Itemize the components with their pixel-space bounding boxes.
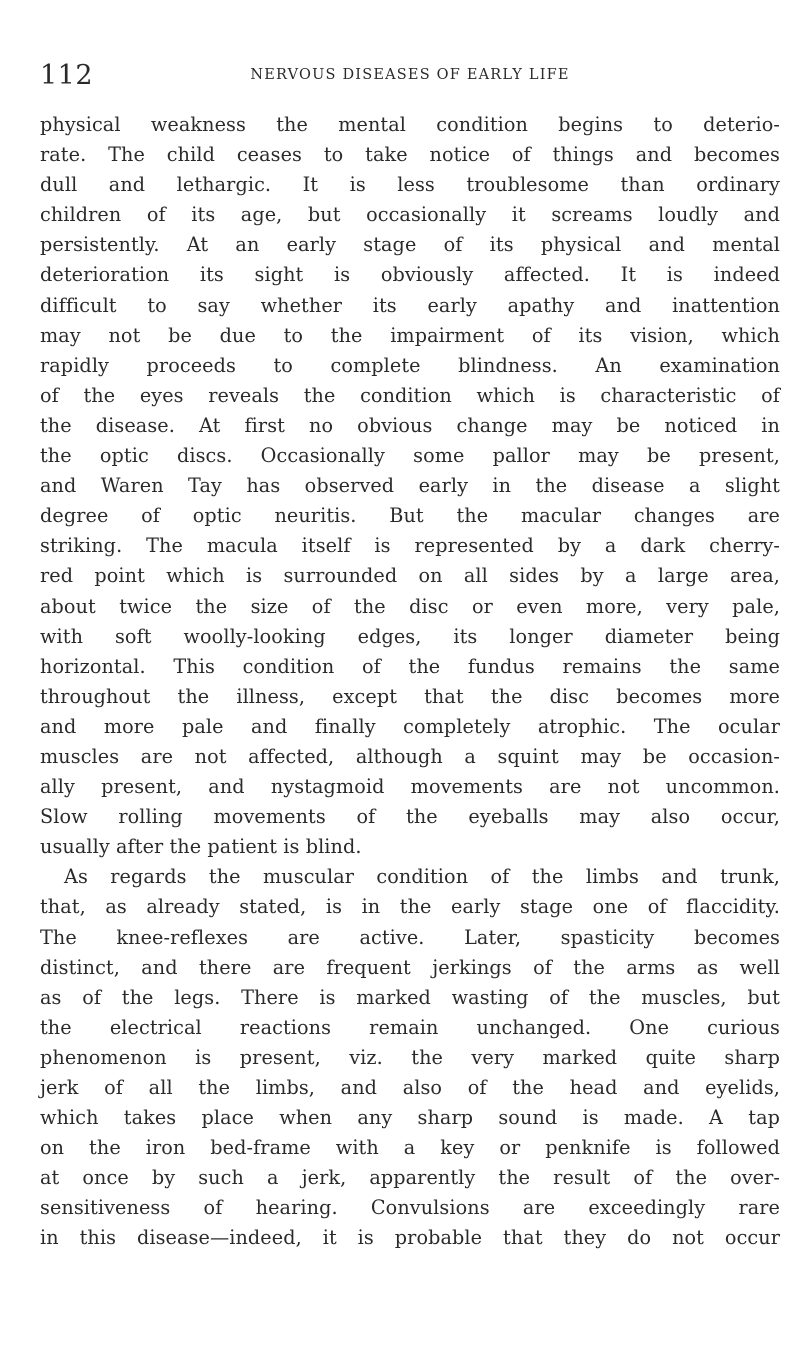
- text-line: red point which is surrounded on all sides by a large area,: [40, 564, 780, 588]
- text-line: deterioration its sight is obviously affected. It is indeed: [40, 263, 780, 287]
- page-number: 112: [40, 60, 94, 91]
- text-line: in this disease—indeed, it is probable that they do not occur: [40, 1226, 780, 1250]
- text-line: and more pale and finally completely atrophic. The ocular: [40, 714, 780, 738]
- text-line: which takes place when any sharp sound is made. A tap: [40, 1106, 780, 1130]
- text-line: degree of optic neuritis. But the macular changes are: [40, 504, 780, 528]
- text-line: on the iron bed-frame with a key or penknife is followed: [40, 1136, 780, 1160]
- text-line: muscles are not affected, although a squint may be occasion-: [40, 744, 780, 768]
- text-line: may not be due to the impairment of its vision, which: [40, 323, 780, 347]
- text-line: rapidly proceeds to complete blindness. An examination: [40, 353, 780, 377]
- text-line: rate. The child ceases to take notice of things and becomes: [40, 143, 780, 167]
- text-line: as of the legs. There is marked wasting of the muscles, but: [40, 985, 780, 1009]
- text-line: the optic discs. Occasionally some pallor may be present,: [40, 444, 780, 468]
- text-line: throughout the illness, except that the disc becomes more: [40, 684, 780, 708]
- text-line: horizontal. This condition of the fundus remains the same: [40, 654, 780, 678]
- text-line: of the eyes reveals the condition which is characteristic of: [40, 383, 780, 407]
- text-line: that, as already stated, is in the early stage one of flaccidity.: [40, 895, 780, 919]
- book-page: [40, 60, 780, 1254]
- text-line: sensitiveness of hearing. Convulsions are exceedingly rare: [40, 1196, 780, 1220]
- running-title: NERVOUS DISEASES OF EARLY LIFE: [250, 67, 570, 83]
- text-line: the disease. At first no obvious change may be noticed in: [40, 413, 780, 437]
- text-line: about twice the size of the disc or even more, very pale,: [40, 594, 780, 618]
- text-line: difficult to say whether its early apathy and inattention: [40, 293, 780, 317]
- text-line: usually after the patient is blind.: [40, 835, 362, 859]
- text-line: Slow rolling movements of the eyeballs may also occur,: [40, 805, 780, 829]
- text-line: The knee-reflexes are active. Later, spasticity becomes: [40, 925, 780, 949]
- text-line: and Waren Tay has observed early in the disease a slight: [40, 474, 780, 498]
- body-text: [40, 110, 780, 1254]
- text-line: persistently. At an early stage of its physical and mental: [40, 233, 780, 257]
- text-line: with soft woolly-looking edges, its longer diameter being: [40, 624, 780, 648]
- text-line: ally present, and nystagmoid movements are not uncommon.: [40, 775, 780, 799]
- running-head: [40, 60, 780, 100]
- text-line: at once by such a jerk, apparently the result of the over-: [40, 1166, 780, 1190]
- text-line: jerk of all the limbs, and also of the head and eyelids,: [40, 1076, 780, 1099]
- text-line: the electrical reactions remain unchanged. One curious: [40, 1015, 780, 1039]
- text-line: physical weakness the mental condition begins to deterio-: [40, 113, 780, 136]
- text-line: distinct, and there are frequent jerkings of the arms as well: [40, 955, 780, 979]
- text-line: children of its age, but occasionally it screams loudly and: [40, 203, 780, 227]
- text-line: phenomenon is present, viz. the very marked quite sharp: [40, 1045, 780, 1069]
- text-line: As regards the muscular condition of the limbs and trunk,: [64, 865, 780, 889]
- text-line: dull and lethargic. It is less troublesome than ordinary: [40, 173, 780, 197]
- text-line: striking. The macula itself is represented by a dark cherry-: [40, 534, 780, 558]
